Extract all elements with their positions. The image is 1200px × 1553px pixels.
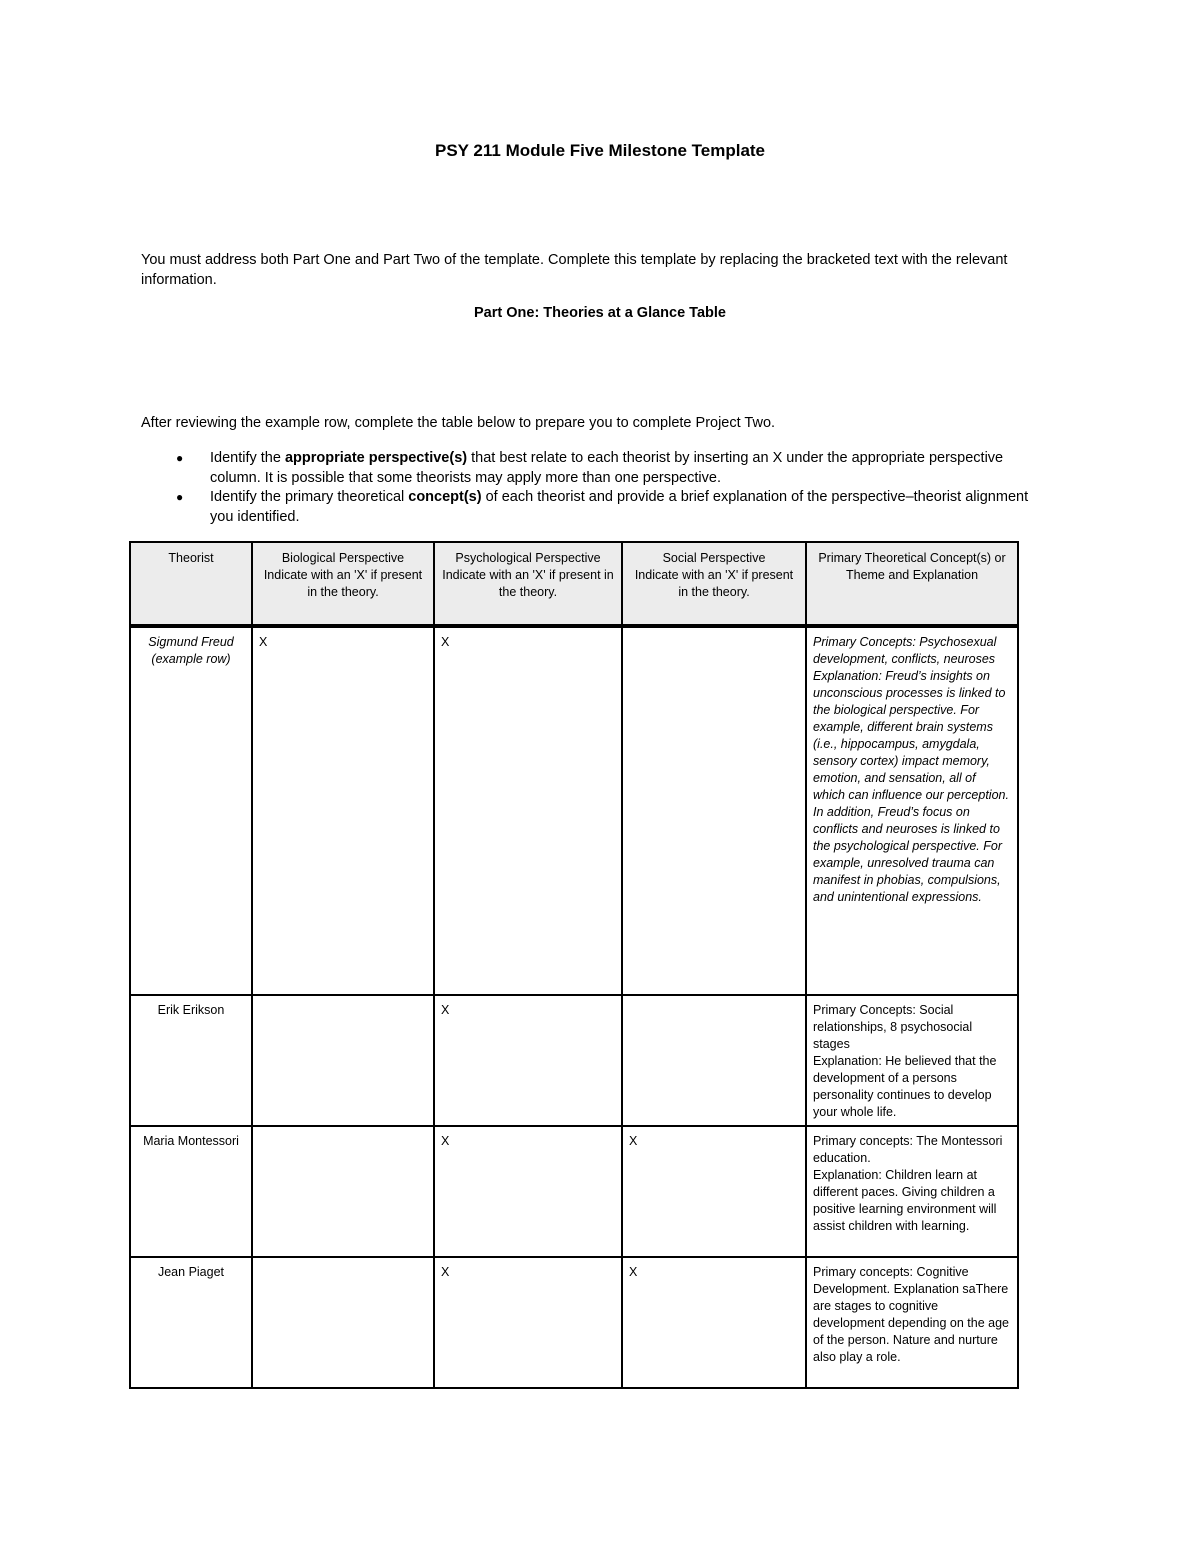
header-social: Social Perspective Indicate with an 'X' if present in the theory. bbox=[622, 542, 806, 626]
bullet-icon: ● bbox=[176, 490, 184, 504]
bullet-text: Identify the bbox=[210, 450, 285, 466]
psychological-cell[interactable]: X bbox=[434, 1126, 622, 1257]
document-title: PSY 211 Module Five Milestone Template bbox=[434, 141, 766, 160]
bullet-icon: ● bbox=[176, 451, 184, 465]
list-item bbox=[141, 488, 1041, 527]
psychological-cell[interactable]: X bbox=[434, 626, 622, 995]
header-concepts: Primary Theoretical Concept(s) or Theme and Explanation bbox=[806, 542, 1018, 626]
bullet-text: that best relate to each theorist by inserting an X under the appropriate perspective column. It is possible that some theorists may apply more than one perspective. bbox=[210, 450, 1004, 486]
instruction-list bbox=[141, 449, 1041, 527]
table-header-row bbox=[130, 542, 1018, 626]
concepts-cell[interactable]: Primary Concepts: Social relationships, 8 psychosocial stages Explanation: He believed that the development of a persons personality continues to develop your whole life. bbox=[806, 995, 1018, 1126]
biological-cell[interactable] bbox=[252, 995, 434, 1126]
bullet-text: of each theorist and provide a brief explanation of the perspective–theorist alignment you identified. bbox=[210, 489, 1029, 525]
table-row bbox=[130, 1126, 1018, 1257]
part-one-heading: Part One: Theories at a Glance Table bbox=[474, 305, 726, 321]
table-row bbox=[130, 626, 1018, 995]
biological-cell[interactable] bbox=[252, 1126, 434, 1257]
list-item bbox=[141, 449, 1041, 488]
table-row bbox=[130, 1257, 1018, 1388]
header-biological: Biological Perspective Indicate with an 'X' if present in the theory. bbox=[252, 542, 434, 626]
theorist-cell: Erik Erikson bbox=[130, 995, 252, 1126]
psychological-cell[interactable]: X bbox=[434, 995, 622, 1126]
social-cell[interactable] bbox=[622, 626, 806, 995]
header-theorist: Theorist bbox=[130, 542, 252, 626]
biological-cell[interactable]: X bbox=[252, 626, 434, 995]
theorist-cell: Maria Montessori bbox=[130, 1126, 252, 1257]
table-row bbox=[130, 995, 1018, 1126]
psychological-cell[interactable]: X bbox=[434, 1257, 622, 1388]
theorist-cell: Sigmund Freud (example row) bbox=[130, 626, 252, 995]
concepts-cell[interactable]: Primary concepts: Cognitive Development. Explanation saThere are stages to cognitive development depending on the age of the person. Nature and nurture also play a role. bbox=[806, 1257, 1018, 1388]
theories-table bbox=[129, 541, 1019, 1389]
bullet-text: Identify the primary theoretical bbox=[210, 489, 409, 505]
header-psychological: Psychological Perspective Indicate with an 'X' if present in the theory. bbox=[434, 542, 622, 626]
theorist-cell: Jean Piaget bbox=[130, 1257, 252, 1388]
social-cell[interactable]: X bbox=[622, 1126, 806, 1257]
social-cell[interactable]: X bbox=[622, 1257, 806, 1388]
social-cell[interactable] bbox=[622, 995, 806, 1126]
concepts-cell[interactable]: Primary concepts: The Montessori education. Explanation: Children learn at different paces. Giving children a positive learning environment will assist children with learning. bbox=[806, 1126, 1018, 1257]
concepts-cell[interactable]: Primary Concepts: Psychosexual development, conflicts, neuroses Explanation: Freud’s insights on unconscious processes is linked to the biological perspective. For example, different brain systems (i.e., hippocampus, amygdala, sensory cortex) impact memory, emotion, and sensation, all of which can influence our perception. In addition, Freud’s focus on conflicts and neuroses is linked to the psychological perspective. For example, unresolved trauma can manifest in phobias, compulsions, and unintentional expressions. bbox=[806, 626, 1018, 995]
instructions-paragraph: After reviewing the example row, complete the table below to prepare you to complete Project Two. bbox=[141, 415, 776, 431]
bullet-bold-text: appropriate perspective(s) bbox=[284, 450, 468, 466]
biological-cell[interactable] bbox=[252, 1257, 434, 1388]
bullet-bold-text: concept(s) bbox=[408, 489, 482, 505]
intro-paragraph: You must address both Part One and Part Two of the template. Complete this template by replacing the bracketed text with the relevant information. bbox=[141, 252, 1008, 288]
